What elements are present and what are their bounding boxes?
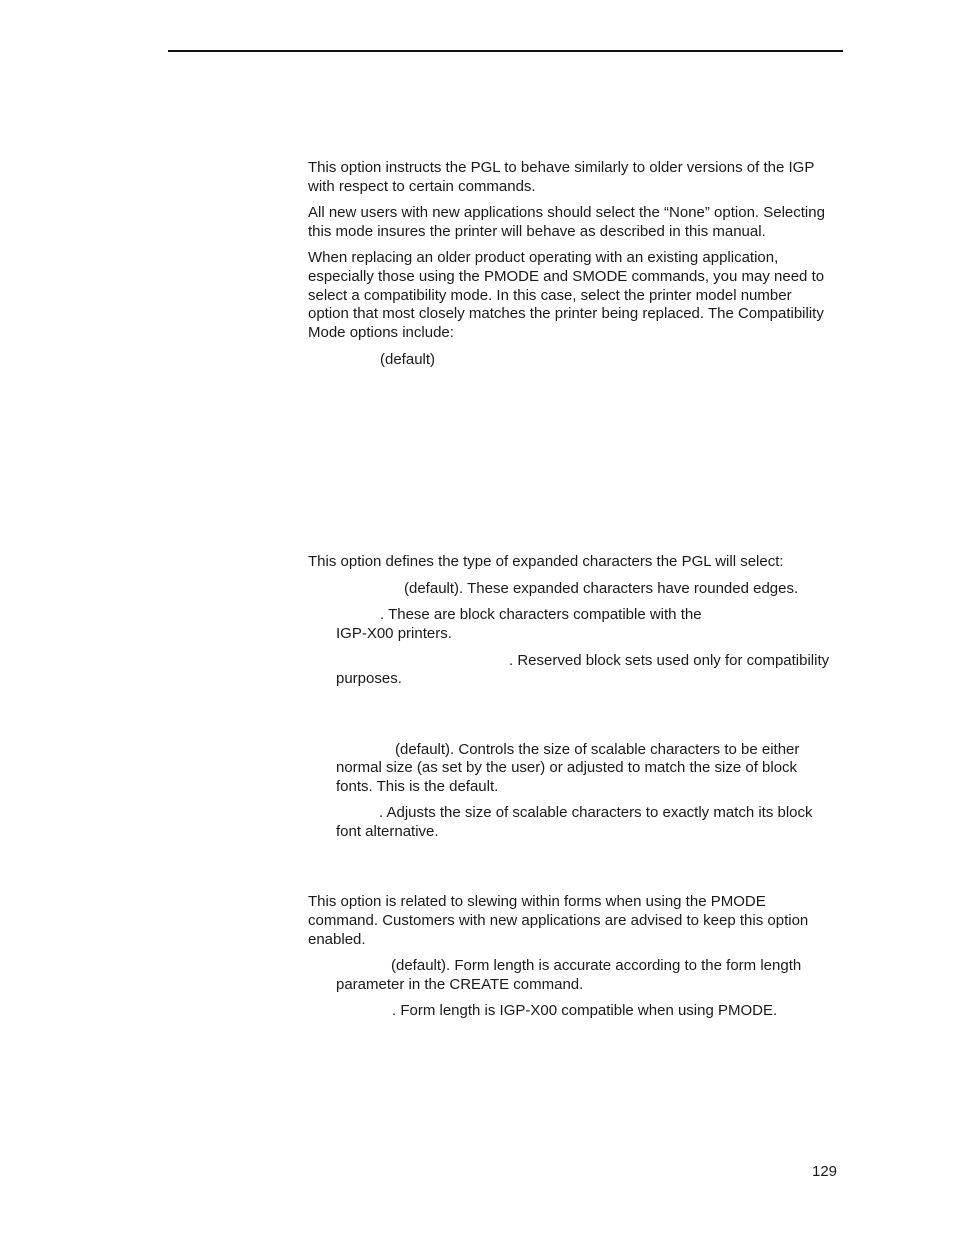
section3-option2-line1: . Adjusts the size of scalable characters to exactly match its block: [379, 804, 813, 821]
section3-option1-line1: (default). Controls the size of scalable characters to be either: [395, 741, 800, 758]
section1-p1-line2: with respect to certain commands.: [308, 178, 536, 195]
section2-option1: (default). These expanded characters have rounded edges.: [404, 580, 799, 597]
section4-intro-line1: This option is related to slewing within forms when using the PMODE: [308, 893, 766, 910]
section4-option1-line1: (default). Form length is accurate according to the form length: [391, 957, 802, 974]
section1-p3-line5: Mode options include:: [308, 324, 454, 341]
section4-option1-line2: parameter in the CREATE command.: [336, 976, 584, 993]
header-rule: [168, 50, 843, 52]
section1-p2-line1: All new users with new applications should select the “None” option. Selecting: [308, 204, 825, 221]
section4-option2: . Form length is IGP-X00 compatible when using PMODE.: [392, 1002, 778, 1019]
section4-intro-line2: command. Customers with new applications are advised to keep this option: [308, 912, 809, 929]
section2-option3-line1: . Reserved block sets used only for compatibility: [509, 652, 830, 669]
section2-option2-line2: IGP-X00 printers.: [336, 625, 452, 642]
section1-p3-line4: option that most closely matches the printer being replaced. The Compatibility: [308, 305, 824, 322]
section1-p3-line2: especially those using the PMODE and SMODE commands, you may need to: [308, 268, 825, 285]
section2-option3-line2: purposes.: [336, 670, 402, 687]
section3-option1-line2: normal size (as set by the user) or adjusted to match the size of block: [336, 759, 798, 776]
section1-p1-line1: This option instructs the PGL to behave similarly to older versions of the IGP: [308, 159, 815, 176]
section2-option2-line1: . These are block characters compatible with the: [380, 606, 702, 623]
default-marker: (default): [380, 351, 436, 368]
section2-intro: This option defines the type of expanded characters the PGL will select:: [308, 553, 784, 570]
section1-p3-line3: select a compatibility mode. In this case, select the printer model number: [308, 287, 792, 304]
page-number: 129: [812, 1163, 838, 1180]
section1-p3-line1: When replacing an older product operating with an existing application,: [308, 249, 779, 266]
section3-option2-line2: font alternative.: [336, 823, 439, 840]
section1-p2-line2: this mode insures the printer will behave as described in this manual.: [308, 223, 766, 240]
section3-option1-line3: fonts. This is the default.: [336, 778, 499, 795]
section4-intro-line3: enabled.: [308, 931, 366, 948]
